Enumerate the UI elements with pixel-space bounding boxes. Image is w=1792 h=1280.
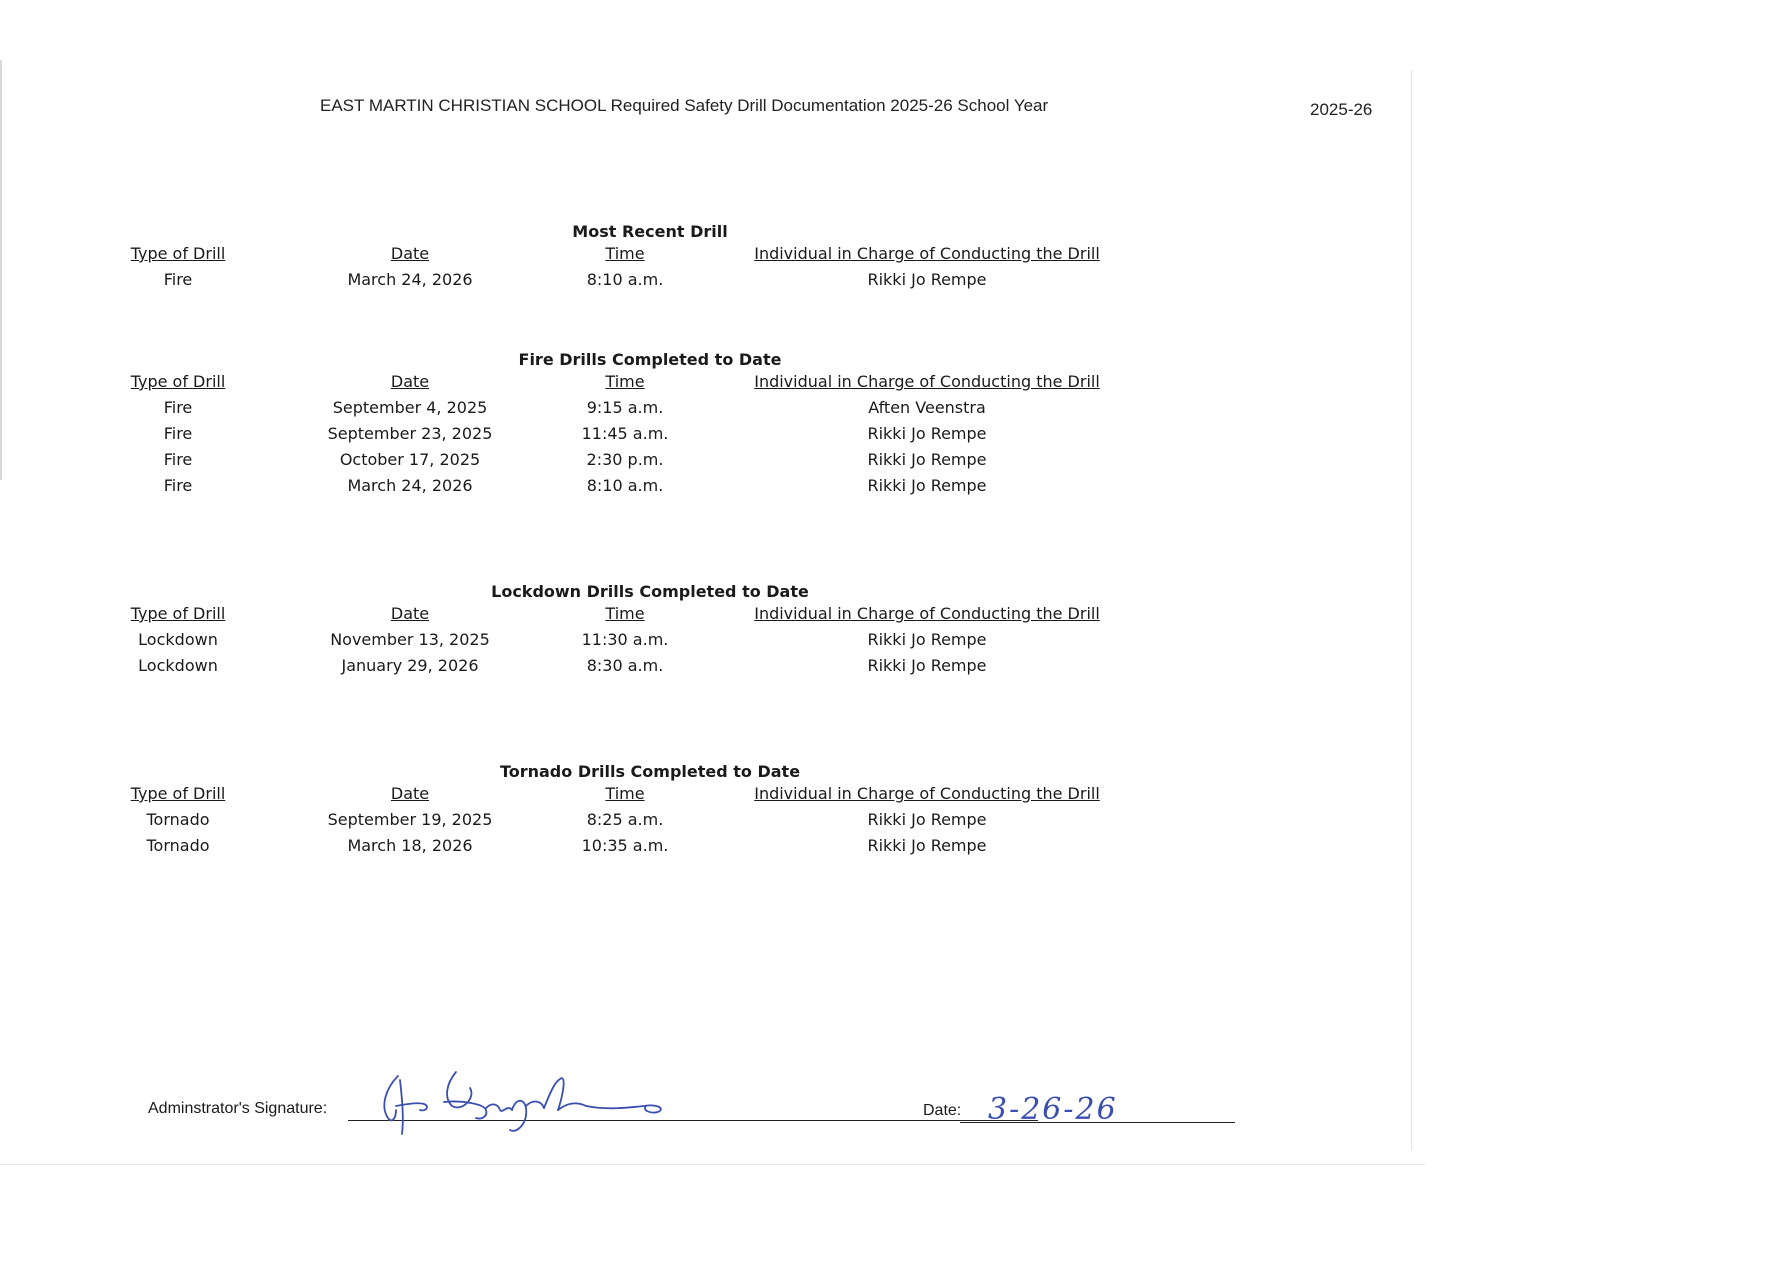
column-header-individual: Individual in Charge of Conducting the Drill (754, 784, 1100, 803)
drill-individual: Rikki Jo Rempe (867, 810, 987, 829)
handwritten-date: 3-26-26 (988, 1092, 1118, 1127)
drill-individual: Rikki Jo Rempe (867, 656, 987, 675)
signature-label: Adminstrator's Signature: (148, 1100, 328, 1117)
column-header-date: Date (390, 784, 430, 803)
drill-individual: Aften Veenstra (868, 398, 986, 417)
drill-time: 8:25 a.m. (586, 810, 664, 829)
table-row (0, 398, 1200, 422)
table-row (0, 836, 1200, 860)
column-header-type: Type of Drill (130, 244, 226, 263)
drill-type: Fire (163, 424, 193, 443)
drill-type: Lockdown (138, 656, 218, 675)
column-header-time: Time (605, 604, 645, 623)
drill-type: Lockdown (138, 630, 218, 649)
drill-time: 10:35 a.m. (581, 836, 669, 855)
drill-time: 2:30 p.m. (586, 450, 664, 469)
column-header-individual: Individual in Charge of Conducting the Drill (754, 604, 1100, 623)
drill-individual: Rikki Jo Rempe (867, 630, 987, 649)
signature-block (148, 1058, 1248, 1138)
drill-date: October 17, 2025 (339, 450, 481, 469)
table-row (0, 656, 1200, 680)
document-title: EAST MARTIN CHRISTIAN SCHOOL Required Safety Drill Documentation 2025-26 School Year (320, 96, 1049, 115)
drill-individual: Rikki Jo Rempe (867, 270, 987, 289)
document-year: 2025-26 (1310, 100, 1373, 119)
drill-type: Fire (163, 450, 193, 469)
table-row (0, 476, 1200, 500)
table-header-row (0, 784, 1200, 808)
drill-time: 8:30 a.m. (586, 656, 664, 675)
scan-edge (0, 1164, 1425, 1165)
drill-individual: Rikki Jo Rempe (867, 836, 987, 855)
drill-time: 9:15 a.m. (586, 398, 664, 417)
table-row (0, 630, 1200, 654)
section-title: Tornado Drills Completed to Date (499, 762, 801, 781)
table-row (0, 810, 1200, 834)
drill-individual: Rikki Jo Rempe (867, 424, 987, 443)
drill-date: September 19, 2025 (327, 810, 493, 829)
section-title: Fire Drills Completed to Date (518, 350, 782, 369)
drill-date: January 29, 2026 (341, 656, 479, 675)
handwritten-signature (366, 1058, 806, 1138)
drill-type: Fire (163, 398, 193, 417)
drill-time: 8:10 a.m. (586, 270, 664, 289)
drill-individual: Rikki Jo Rempe (867, 476, 987, 495)
drill-date: November 13, 2025 (330, 630, 490, 649)
drill-type: Fire (163, 476, 193, 495)
column-header-date: Date (390, 244, 430, 263)
section-title: Most Recent Drill (572, 222, 728, 241)
table-header-row (0, 372, 1200, 396)
drill-date: September 4, 2025 (332, 398, 488, 417)
drill-date: March 18, 2026 (347, 836, 473, 855)
column-header-time: Time (605, 244, 645, 263)
date-label: Date: (923, 1102, 962, 1119)
table-header-row (0, 604, 1200, 628)
column-header-time: Time (605, 784, 645, 803)
section-title: Lockdown Drills Completed to Date (491, 582, 809, 601)
drill-type: Tornado (146, 810, 210, 829)
drill-time: 11:45 a.m. (581, 424, 669, 443)
table-row (0, 450, 1200, 474)
column-header-individual: Individual in Charge of Conducting the Drill (754, 244, 1100, 263)
drill-type: Tornado (146, 836, 210, 855)
drill-date: September 23, 2025 (327, 424, 493, 443)
table-row (0, 270, 1200, 294)
column-header-individual: Individual in Charge of Conducting the Drill (754, 372, 1100, 391)
drill-type: Fire (163, 270, 193, 289)
column-header-time: Time (605, 372, 645, 391)
column-header-type: Type of Drill (130, 784, 226, 803)
drill-date: March 24, 2026 (347, 476, 473, 495)
table-header-row (0, 244, 1200, 268)
column-header-type: Type of Drill (130, 604, 226, 623)
drill-time: 8:10 a.m. (586, 476, 664, 495)
scan-edge (1411, 70, 1412, 1150)
table-row (0, 424, 1200, 448)
column-header-date: Date (390, 372, 430, 391)
drill-date: March 24, 2026 (347, 270, 473, 289)
drill-individual: Rikki Jo Rempe (867, 450, 987, 469)
column-header-type: Type of Drill (130, 372, 226, 391)
drill-time: 11:30 a.m. (581, 630, 669, 649)
column-header-date: Date (390, 604, 430, 623)
